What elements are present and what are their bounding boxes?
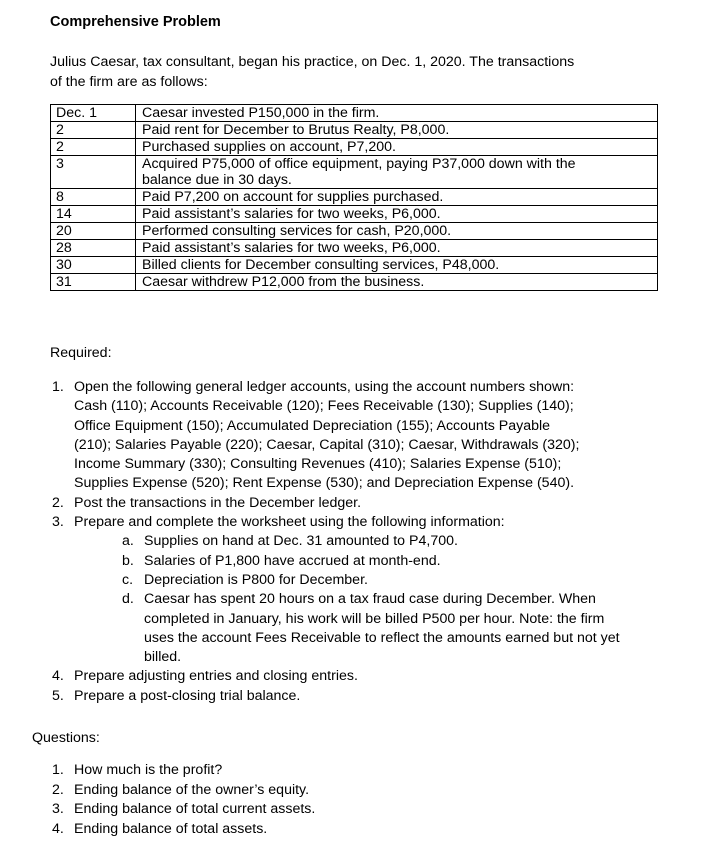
description-line: Purchased supplies on account, P7,200. — [142, 139, 396, 155]
transaction-date: 2 — [51, 139, 136, 156]
question-text: How much is the profit? — [74, 762, 223, 778]
transaction-description — [136, 206, 658, 223]
transaction-description — [136, 257, 658, 274]
sub-item-letter: a. — [122, 533, 134, 550]
item-line: Open the following general ledger accounts, using the account numbers shown: — [74, 379, 575, 395]
list-item — [52, 378, 672, 494]
question-text: Ending balance of total current assets. — [74, 801, 316, 817]
list-item — [52, 667, 672, 686]
question-item — [52, 781, 315, 801]
transaction-date: 30 — [51, 257, 136, 274]
sub-list-item — [122, 571, 672, 590]
question-number: 2. — [52, 781, 64, 798]
item-number: 4. — [52, 668, 64, 685]
sub-item-line: Supplies on hand at Dec. 31 amounted to P4,700. — [144, 533, 458, 550]
item-line: Prepare a post-closing trial balance. — [74, 687, 301, 704]
description-line: Caesar withdrew P12,000 from the business. — [142, 274, 425, 290]
table-row — [51, 156, 658, 189]
description-line: Caesar invested P150,000 in the firm. — [142, 105, 380, 121]
description-line: Paid assistant’s salaries for two weeks, P6,000. — [142, 240, 441, 256]
sub-item-line: billed. — [144, 649, 182, 666]
transaction-date: 2 — [51, 122, 136, 139]
transaction-description — [136, 189, 658, 206]
sub-list — [122, 532, 672, 667]
item-line: (210); Salaries Payable (220); Caesar, Capital (310); Caesar, Withdrawals (320); — [74, 436, 580, 453]
sub-item-letter: c. — [122, 571, 134, 588]
description-line: balance due in 30 days. — [142, 172, 292, 188]
required-list — [52, 378, 672, 706]
sub-item-line: Salaries of P1,800 have accrued at month-end. — [144, 552, 441, 569]
intro-paragraph — [50, 53, 680, 92]
item-number: 2. — [52, 494, 64, 511]
question-item — [52, 800, 315, 820]
item-line: Prepare adjusting entries and closing entries. — [74, 668, 358, 685]
item-line: Post the transactions in the December ledger. — [74, 494, 362, 511]
sub-item-letter: d. — [122, 591, 134, 608]
item-line: Office Equipment (150); Accumulated Depreciation (155); Accounts Payable — [74, 417, 551, 434]
sub-item-line: completed in January, his work will be billed P500 per hour. Note: the firm — [144, 610, 605, 627]
question-text: Ending balance of total assets. — [74, 820, 268, 837]
list-item — [52, 494, 672, 513]
sub-list-item — [122, 532, 672, 551]
transaction-description — [136, 223, 658, 240]
sub-item-line: Depreciation is P800 for December. — [144, 571, 368, 588]
question-number: 4. — [52, 820, 64, 837]
transaction-date: 3 — [51, 156, 136, 189]
transaction-date: 28 — [51, 240, 136, 257]
item-line: Prepare and complete the worksheet using the following information: — [74, 514, 505, 531]
transaction-date: 8 — [51, 189, 136, 206]
intro-line: of the firm are as follows: — [50, 73, 208, 90]
required-heading: Required: — [50, 345, 112, 361]
transaction-description — [136, 139, 658, 156]
table-row — [51, 274, 658, 291]
table-row — [51, 257, 658, 274]
description-line: Acquired P75,000 of office equipment, paying P37,000 down with the — [142, 156, 576, 172]
document-title: Comprehensive Problem — [50, 14, 221, 30]
description-line: Paid P7,200 on account for supplies purchased. — [142, 189, 444, 205]
sub-list-item — [122, 590, 672, 667]
table-row — [51, 223, 658, 240]
table-row — [51, 139, 658, 156]
question-item — [52, 820, 315, 840]
list-item — [52, 687, 672, 706]
transaction-date: Dec. 1 — [51, 105, 136, 122]
item-line: Supplies Expense (520); Rent Expense (530); and Depreciation Expense (540). — [74, 475, 575, 492]
transaction-description — [136, 156, 658, 189]
table-row — [51, 206, 658, 223]
sub-item-line: uses the account Fees Receivable to reflect the amounts earned but not yet — [144, 629, 620, 646]
description-line: Paid rent for December to Brutus Realty, P8,000. — [142, 122, 450, 138]
item-line: Cash (110); Accounts Receivable (120); Fees Receivable (130); Supplies (140); — [74, 398, 574, 415]
table-row — [51, 189, 658, 206]
question-number: 1. — [52, 762, 64, 778]
transaction-description — [136, 274, 658, 291]
item-number: 5. — [52, 687, 64, 704]
item-number: 1. — [52, 379, 64, 395]
transaction-description — [136, 122, 658, 139]
description-line: Paid assistant’s salaries for two weeks, P6,000. — [142, 206, 441, 222]
sub-list-item — [122, 552, 672, 571]
description-line: Performed consulting services for cash, P20,000. — [142, 223, 452, 239]
questions-heading: Questions: — [32, 730, 100, 746]
table-row — [51, 105, 658, 122]
question-text: Ending balance of the owner’s equity. — [74, 781, 310, 798]
item-number: 3. — [52, 514, 64, 531]
transactions-table — [50, 104, 658, 291]
list-item — [52, 513, 672, 667]
questions-list — [52, 761, 315, 839]
table-row — [51, 122, 658, 139]
intro-line: Julius Caesar, tax consultant, began his practice, on Dec. 1, 2020. The transactions — [50, 54, 575, 70]
transaction-date: 20 — [51, 223, 136, 240]
sub-item-line: Caesar has spent 20 hours on a tax fraud case during December. When — [144, 591, 596, 608]
question-item — [52, 761, 315, 781]
transaction-description — [136, 105, 658, 122]
item-line: Income Summary (330); Consulting Revenues (410); Salaries Expense (510); — [74, 456, 562, 473]
transaction-description — [136, 240, 658, 257]
transaction-date: 14 — [51, 206, 136, 223]
table-row — [51, 240, 658, 257]
transaction-date: 31 — [51, 274, 136, 291]
question-number: 3. — [52, 801, 64, 817]
description-line: Billed clients for December consulting services, P48,000. — [142, 257, 500, 273]
sub-item-letter: b. — [122, 552, 134, 569]
